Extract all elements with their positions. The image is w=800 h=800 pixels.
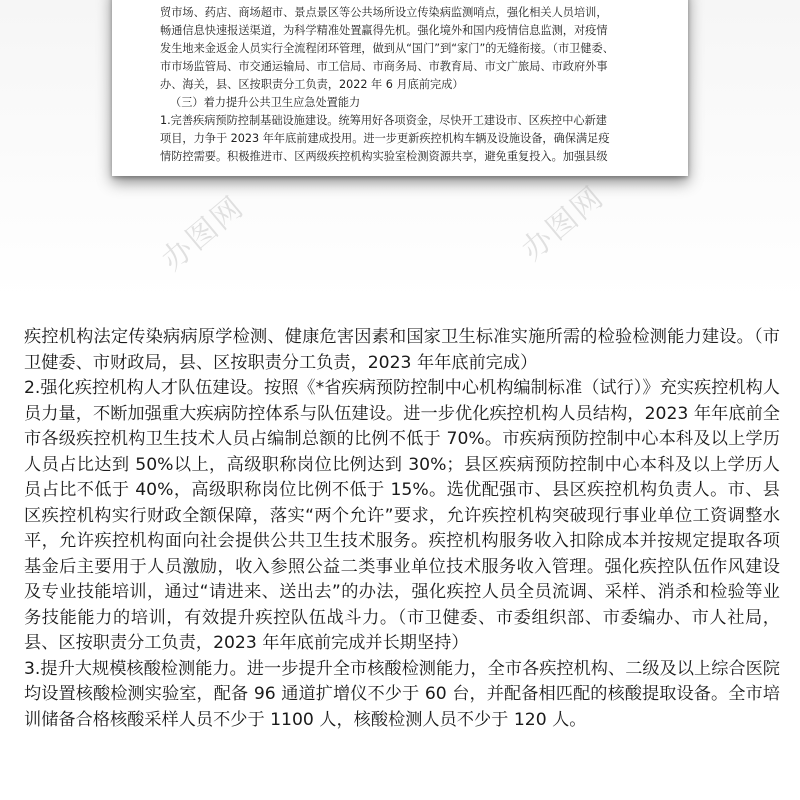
paragraph: 3.提升大规模核酸检测能力。进一步提升全市核酸检测能力，全市各疾控机构、二级及以上综合医院均设置核酸检测实验室，配备 96 通道扩增仪不少于 60 台，并配备相匹配的核酸提取设备。全市培训储备合格核酸采样人员不少于 1100 人，核酸检测人员不少于 120 人。 (24, 658, 780, 730)
doc-line: 畅通信息快速报送渠道，为科学精准处置赢得先机。强化境外和国内疫情信息监测，对疫情 (160, 24, 608, 37)
watermark: 办图网 (515, 179, 612, 268)
doc-line: 市市场监管局、市交通运输局、市工信局、市商务局、市教育局、市文广旅局、市政府外事 (160, 60, 608, 73)
main-document-text (24, 325, 780, 733)
paragraph: 疾控机构法定传染病病原学检测、健康危害因素和国家卫生标准实施所需的检验检测能力建设。（市卫健委、市财政局，县、区按职责分工负责，2023 年年底前完成） (24, 327, 780, 373)
doc-subheading: （三）着力提升公共卫生应急处置能力 (170, 96, 361, 109)
doc-line: 1.完善疾病预防控制基础设施建设。统筹用好各项资金，尽快开工建设市、区疾控中心新建 (160, 114, 607, 127)
watermark: 办图网 (155, 189, 252, 278)
document-preview-text (160, 0, 680, 166)
doc-line: 情防控需要。积极推进市、区两级疾控机构实验室检测资源共享，避免重复投入。加强县级 (160, 150, 608, 163)
doc-line: 办、海关，县、区按职责分工负责，2022 年 6 月底前完成） (160, 78, 464, 91)
doc-line: 项目，力争于 2023 年年底前建成投用。进一步更新疾控机构车辆及设施设备，确保满足疫 (160, 132, 610, 145)
paragraph: 2.强化疾控机构人才队伍建设。按照《*省疾病预防控制中心机构编制标准（试行）》充实疾控机构人员力量，不断加强重大疾病防控体系与队伍建设。进一步优化疾控机构人员结构，2023 年年底前全市各级疾控机构卫生技术人员占编制总额的比例不低于 70%。市疾病预防控制中心本科及以上学历人员占比达到 50%以上，高级职称岗位比例达到 30%；县区疾病预防控制中心本科及以上学历人员占比不低于 40%，高级职称岗位比例不低于 15%。选优配强市、县区疾控机构负责人。市、县区疾控机构实行财政全额保障，落实“两个允许”要求，允许疾控机构突破现行事业单位工资调整水平，允许疾控机构面向社会提供公共卫生技术服务。疾控机构服务收入扣除成本并按规定提取各项基金后主要用于人员激励，收入参照公益二类事业单位技术服务收入管理。强化疾控队伍作风建设及专业技能培训，通过“请进来、送出去”的办法，强化疾控人员全员流调、采样、消杀和检验等业务技能能力的培训，有效提升疾控队伍战斗力。（市卫健委、市委组织部、市委编办、市人社局，县、区按职责分工负责，2023 年年底前完成并长期坚持） (24, 378, 780, 653)
doc-line: 发生地来金返金人员实行全流程闭环管理，做到从“国门”到“家门”的无缝衔接。（市卫健委、 (160, 42, 614, 55)
document-preview-card (112, 0, 688, 176)
doc-line: 贸市场、药店、商场超市、景点景区等公共场所设立传染病监测哨点，强化相关人员培训， (160, 6, 608, 19)
